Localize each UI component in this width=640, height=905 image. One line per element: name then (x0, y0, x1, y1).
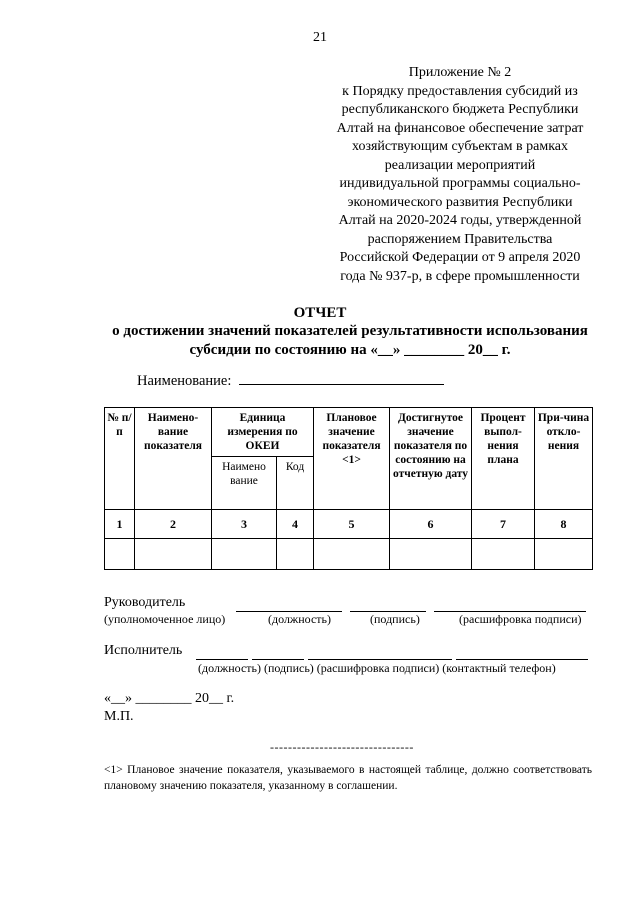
header-planned-value: Плановое значение показателя <1> (314, 408, 390, 510)
empty-cell (390, 539, 472, 570)
empty-cell (314, 539, 390, 570)
empty-cell (135, 539, 212, 570)
appendix-line: экономического развития Республики (347, 194, 573, 210)
head-caption-signature: (подпись) (370, 612, 420, 626)
column-number-cell: 7 (472, 510, 535, 539)
column-number-cell: 2 (135, 510, 212, 539)
report-title: ОТЧЕТ (293, 305, 347, 321)
date-line: «__» ________ 20__ г. (104, 691, 235, 706)
appendix-line: хозяйствующим субъектам в рамках (351, 139, 569, 154)
head-caption-authorized: (уполномоченное лицо) (104, 612, 226, 626)
header-achieved-value: Достигнутое значение показателя по состоянию на отчетную дату (390, 408, 472, 510)
executor-caption: (должность) (подпись) (расшифровка подписи) (контактный телефон) (198, 661, 556, 675)
head-decoding-line (434, 595, 586, 612)
appendix-line: года № 937-р, в сфере промышленности (340, 268, 580, 284)
footnote-text: <1> Плановое значение показателя, указываемого в настоящей таблице, должно соответствовать плановому значению показателя, указанному в соглашении. (104, 764, 592, 792)
column-number-cell: 5 (314, 510, 390, 539)
executor-decoding-line (308, 643, 452, 660)
appendix-line: распоряжением Правительства (367, 231, 553, 247)
appendix-line: республиканского бюджета Республики (341, 102, 579, 117)
appendix-block (320, 64, 600, 286)
head-position-line (236, 595, 342, 612)
report-subtitle-line: субсидии по состоянию на «__» ________ 20__ г. (189, 342, 511, 358)
executor-signature-line (252, 643, 304, 660)
empty-cell (277, 539, 314, 570)
report-subtitle (100, 322, 600, 360)
empty-cell (105, 539, 135, 570)
report-table (104, 407, 593, 570)
column-number-cell: 3 (212, 510, 277, 539)
page-number: 21 (313, 30, 327, 45)
name-label: Наименование: (137, 373, 232, 389)
header-unit-code: Код (277, 457, 314, 510)
appendix-line: реализации мероприятий (384, 157, 536, 173)
header-percent: Процент выпол-нения плана (472, 408, 535, 510)
empty-cell (535, 539, 593, 570)
report-subtitle-line: о достижении значений показателей результативности использования (112, 323, 588, 339)
appendix-title: Приложение № 2 (408, 65, 512, 80)
column-number-cell: 4 (277, 510, 314, 539)
stamp-label: М.П. (104, 709, 134, 724)
empty-cell (472, 539, 535, 570)
head-label: Руководитель (104, 595, 186, 610)
appendix-line: Алтай на финансовое обеспечение затрат (336, 120, 584, 136)
empty-cell (212, 539, 277, 570)
footnote-separator: -------------------------------- (270, 740, 414, 754)
appendix-line: Российской Федерации от 9 апреля 2020 (339, 250, 581, 265)
column-number-cell: 1 (105, 510, 135, 539)
header-indicator-name: Наимено-вание показателя (135, 408, 212, 510)
appendix-line: Алтай на 2020-2024 годы, утвержденной (338, 213, 582, 228)
appendix-line: индивидуальной программы социально- (339, 176, 581, 191)
head-caption-position: (должность) (268, 612, 331, 626)
executor-phone-line (456, 643, 588, 660)
header-reason: При-чина откло-нения (535, 408, 593, 510)
head-signature-line (350, 595, 426, 612)
name-field (137, 372, 444, 390)
appendix-line: к Порядку предоставления субсидий из (342, 83, 578, 99)
executor-position-line (196, 643, 248, 660)
column-number-cell: 8 (535, 510, 593, 539)
column-number-cell: 6 (390, 510, 472, 539)
head-caption-decoding: (расшифровка подписи) (459, 612, 582, 626)
header-number: № п/п (105, 408, 135, 510)
name-blank-line (239, 372, 444, 385)
header-unit-name: Наимено вание (212, 457, 277, 510)
executor-label: Исполнитель (104, 643, 183, 658)
header-unit: Единица измерения по ОКЕИ (212, 408, 314, 457)
